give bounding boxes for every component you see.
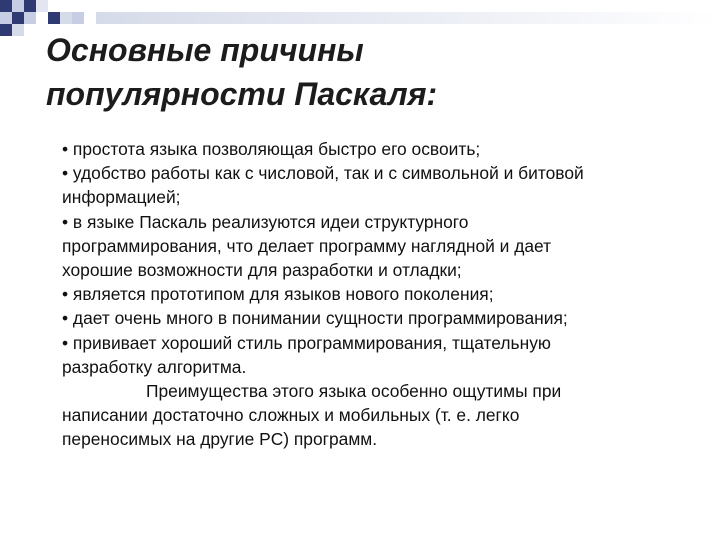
paragraph-first-line: Преимущества этого языка особенно ощутимы при (146, 381, 562, 402)
decor-square (12, 12, 24, 24)
decor-square (12, 0, 24, 12)
slide-title-line: Основные причины (46, 32, 364, 68)
decor-square (0, 12, 12, 24)
text-line: разработку алгоритма. (62, 356, 247, 377)
decor-gradient-bar (96, 12, 720, 24)
text-line: программирования, что делает программу наглядной и дает (62, 235, 552, 256)
slide-title-line: популярности Паскаля: (46, 76, 438, 112)
decor-square (24, 12, 36, 24)
text-line: хорошие возможности для разработки и отладки; (62, 260, 462, 281)
decor-square (48, 12, 60, 24)
slide-title (46, 28, 686, 116)
bullet-line: • прививает хороший стиль программирования, тщательную (62, 332, 551, 353)
decor-square (60, 12, 72, 24)
text-line: информацией; (62, 187, 181, 208)
text-line: переносимых на другие PC) программ. (62, 429, 378, 450)
decor-square (0, 24, 12, 36)
bullet-line: • дает очень много в понимании сущности программирования; (62, 308, 568, 329)
text-line: написании достаточно сложных и мобильных (т. е. легко (62, 405, 520, 426)
decor-square (72, 12, 84, 24)
decor-square (36, 0, 48, 12)
decor-square (24, 0, 36, 12)
bullet-line: • удобство работы как с числовой, так и с символьной и битовой (62, 163, 584, 184)
decor-square (0, 0, 12, 12)
bullet-line: • является прототипом для языков нового поколения; (62, 284, 494, 305)
bullet-line: • в языке Паскаль реализуются идеи структурного (62, 211, 469, 232)
decor-square (12, 24, 24, 36)
bullet-line: • простота языка позволяющая быстро его освоить; (62, 139, 481, 159)
slide-body-text (62, 137, 692, 452)
